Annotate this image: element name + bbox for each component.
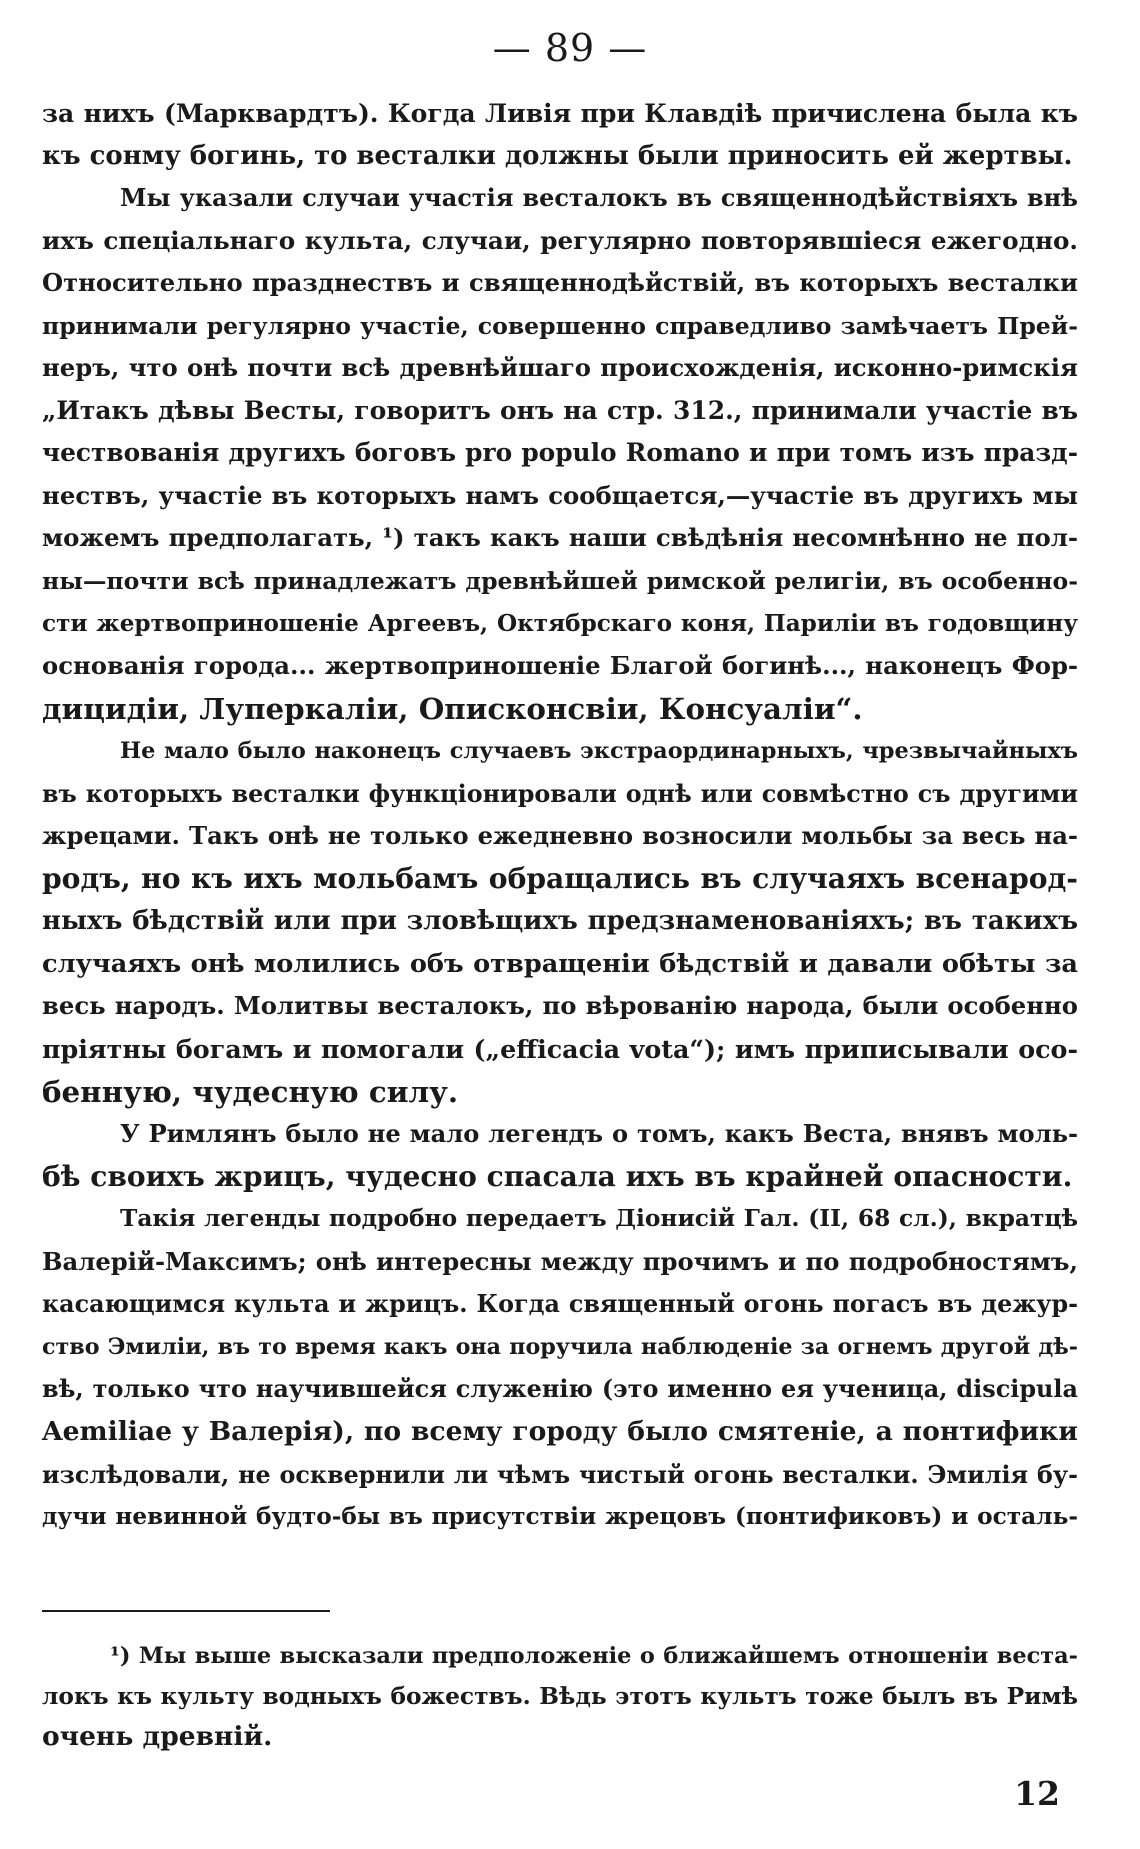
footnote-line: локъ къ культу водныхъ божествъ. Вѣдь этотъ культъ тоже былъ въ Римѣ: [42, 1682, 1078, 1710]
paragraph-start-line: Мы указали случаи участія весталокъ въ священнодѣйствіяхъ внѣ: [120, 184, 1078, 213]
text-line: весь народъ. Молитвы весталокъ, по вѣрованію народа, были особенно: [42, 991, 1078, 1021]
text-line: Относительно празднествъ и священнодѣйствій, въ которыхъ весталки: [42, 268, 1078, 298]
text-line: бѣ своихъ жрицъ, чудесно спасала ихъ въ крайней опасности.: [42, 1159, 1073, 1193]
text-line: дучи невинной будто-бы въ присутствіи жрецовъ (понтификовъ) и осталь-: [42, 1503, 1078, 1531]
text-line: нествъ, участіе въ которыхъ намъ сообщается,—участіе въ другихъ мы: [42, 480, 1078, 510]
text-line: пріятны богамъ и помогали („efficacia vota“); имъ приписывали осо-: [42, 1034, 1078, 1065]
text-line: ны—почти всѣ принадлежатъ древнѣйшей римской религіи, въ особенно-: [42, 567, 1078, 596]
footnote-line: ¹) Мы выше высказали предположеніе о ближайшемъ отношеніи веста-: [110, 1643, 1078, 1669]
text-line: въ которыхъ весталки функціонировали однѣ или совмѣстно съ другими: [42, 779, 1078, 808]
paragraph-start-line: Такія легенды подробно передаетъ Діонисій Гал. (II, 68 сл.), вкратцѣ: [120, 1205, 1078, 1233]
text-line: „Итакъ дѣвы Весты, говоритъ онъ на стр. 312., принимали участіе въ: [42, 395, 1078, 425]
text-line: за нихъ (Марквардтъ). Когда Ливія при Клавдіѣ причислена была къ: [42, 98, 1078, 128]
text-line: можемъ предполагать, ¹) такъ какъ наши свѣдѣнія несомнѣнно не пол-: [42, 523, 1078, 553]
text-line: сти жертвоприношеніе Аргеевъ, Октябрскаго коня, Париліи въ годовщину: [42, 609, 1078, 637]
text-line: вѣ, только что научившейся служенію (это именно ея ученица, discipula: [42, 1375, 1078, 1404]
text-line: къ сонму богинь, то весталки должны были приносить ей жертвы.: [42, 140, 1073, 171]
text-line: принимали регулярно участіе, совершенно справедливо замѣчаетъ Прей-: [42, 311, 1078, 340]
text-line: неръ, что онѣ почти всѣ древнѣйшаго происхожденія, исконно-римскія: [42, 353, 1078, 383]
text-line: ство Эмиліи, въ то время какъ она поручила наблюденіе за огнемъ другой дѣ-: [42, 1333, 1078, 1360]
page-number: — 89 —: [492, 26, 648, 70]
text-line: бенную, чудесную силу.: [42, 1073, 459, 1109]
signature-mark: 12: [1014, 1774, 1060, 1813]
text-line: Aemiliae у Валерія), по всему городу было смятеніе, а понтифики: [42, 1415, 1078, 1447]
main-text: [42, 92, 1078, 1539]
paragraph-start-line: У Римлянъ было не мало легендъ о томъ, какъ Веста, внявъ моль-: [120, 1119, 1078, 1149]
text-line: ихъ спеціальнаго культа, случаи, регулярно повторявшіеся ежегодно.: [42, 225, 1078, 255]
paragraph-start-line: Не мало было наконецъ случаевъ экстраординарныхъ, чрезвычайныхъ: [120, 738, 1078, 765]
footnote-divider: [42, 1610, 330, 1612]
text-line: касающимся культа и жрицъ. Когда священный огонь погасъ въ дежур-: [42, 1290, 1078, 1319]
text-line: чествованія другихъ боговъ pro populo Romano и при томъ изъ празд-: [42, 438, 1078, 468]
text-line: основанія города... жертвоприношеніе Благой богинѣ..., наконецъ Фор-: [42, 651, 1078, 681]
text-line: родъ, но къ ихъ мольбамъ обращались въ случаяхъ всенарод-: [42, 861, 1078, 895]
footnote: [42, 1636, 1078, 1758]
text-line: ныхъ бѣдствій или при зловѣщихъ предзнаменованіяхъ; въ такихъ: [42, 906, 1078, 937]
text-line: дицидіи, Луперкаліи, Описконсвіи, Консуаліи“.: [42, 690, 863, 726]
text-line: Валерій-Максимъ; онѣ интересны между прочимъ и по подробностямъ,: [42, 1246, 1078, 1276]
text-line: изслѣдовали, не осквернили ли чѣмъ чистый огонь весталки. Эмилія бу-: [42, 1460, 1078, 1489]
text-line: случаяхъ онѣ молились объ отвращеніи бѣдствій и давали обѣты за: [42, 948, 1078, 979]
text-line: жрецами. Такъ онѣ не только ежедневно возносили мольбы за весь на-: [42, 821, 1078, 851]
footnote-line: очень древній.: [42, 1721, 273, 1752]
